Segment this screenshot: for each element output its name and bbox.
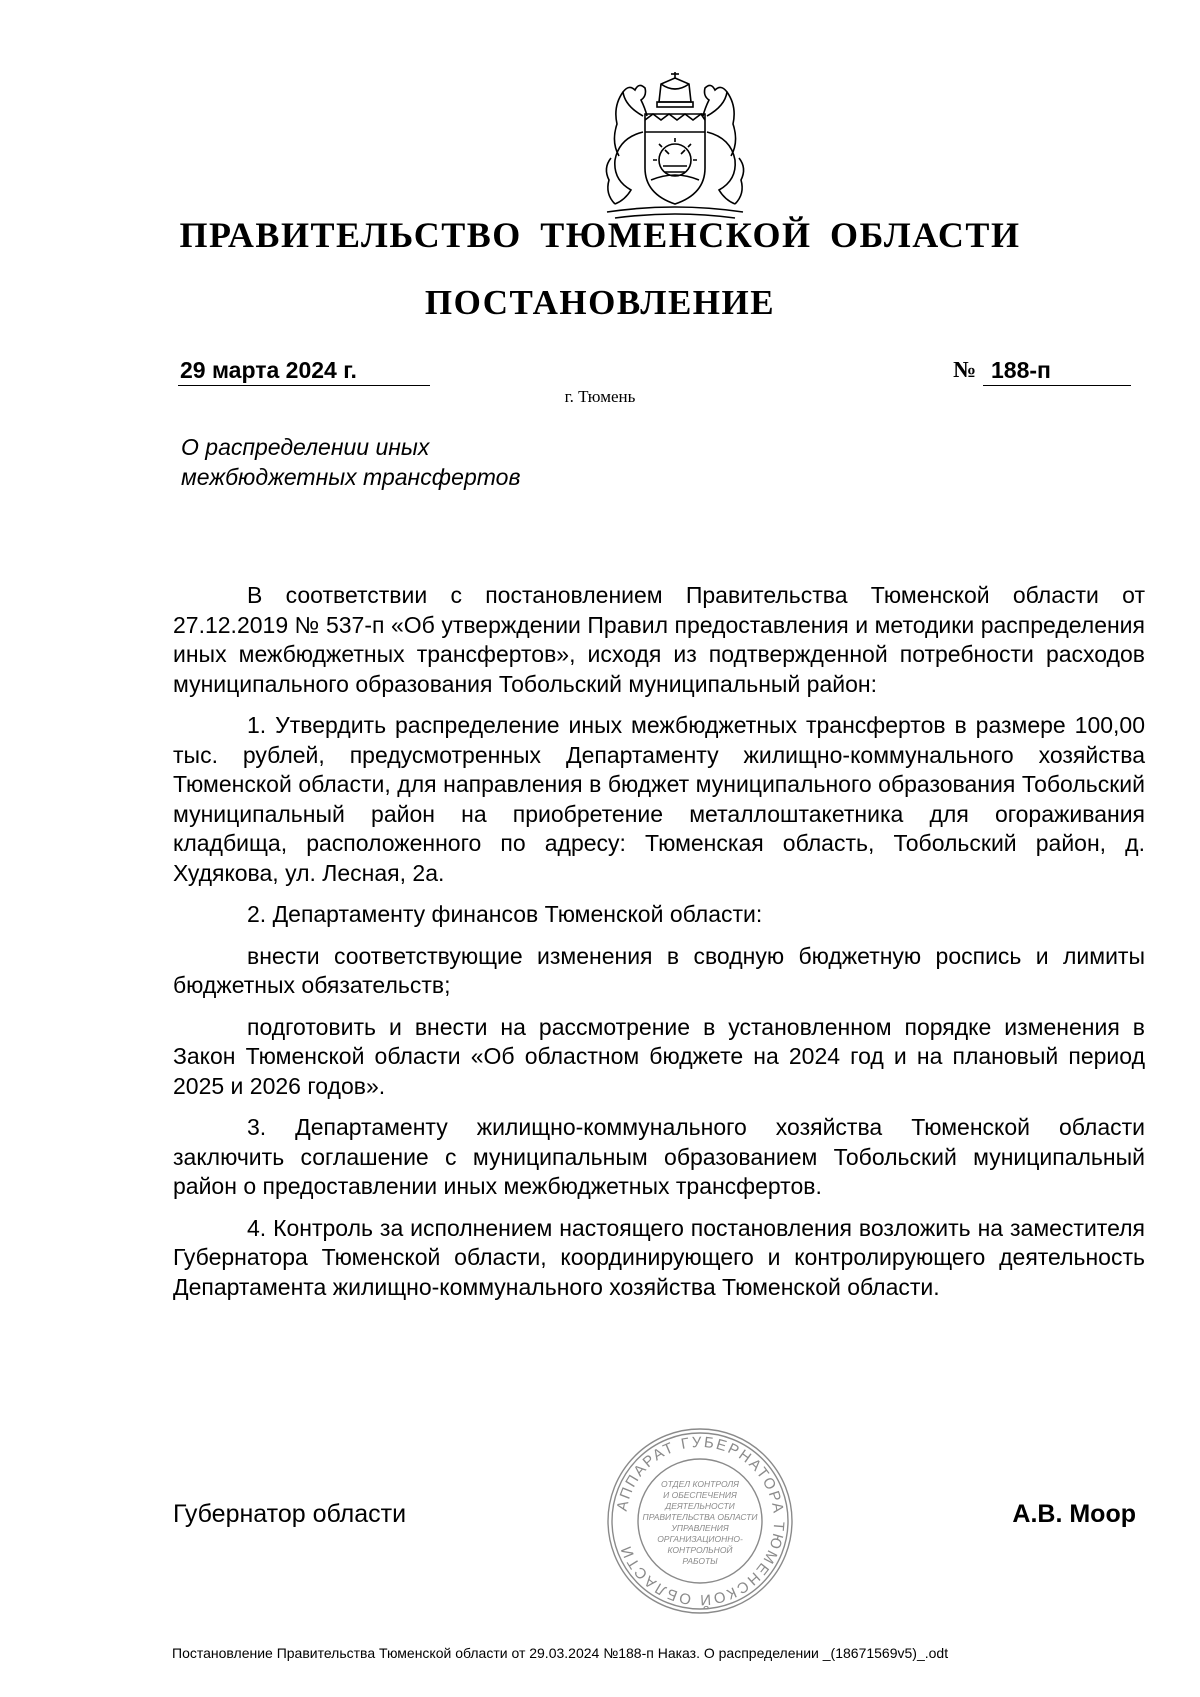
- document-footer: Постановление Правительства Тюменской области от 29.03.2024 №188-п Наказ. О распределении _(18671569v5)_.odt: [172, 1645, 949, 1661]
- number-field: [983, 357, 1131, 386]
- coat-of-arms-emblem: [585, 72, 765, 224]
- seal-center-line: ОРГАНИЗАЦИОННО-: [657, 1534, 743, 1544]
- document-type-heading: ПОСТАНОВЛЕНИЕ: [424, 283, 776, 322]
- document-body: [173, 581, 1145, 1314]
- body-paragraph: 3. Департаменту жилищно-коммунального хозяйства Тюменской области заключить соглашение с муниципальным образованием Тобольский муниципальный район о предоставлении иных межбюджетных трансфертов.: [173, 1114, 1145, 1199]
- date-field: [178, 357, 430, 386]
- seal-ring-text: АППАРАТ ГУБЕРНАТОРА ТЮМЕНСКОЙ ОБЛАСТИ: [613, 1433, 788, 1609]
- subject-line: О распределении иных: [181, 434, 430, 460]
- official-seal-stamp: [604, 1425, 796, 1617]
- seal-center-line: РАБОТЫ: [682, 1556, 718, 1566]
- body-paragraph: 2. Департаменту финансов Тюменской области:: [247, 901, 763, 927]
- body-paragraph: подготовить и внести на рассмотрение в установленном порядке изменения в Закон Тюменской области «Об областном бюджете на 2024 год и на плановый период 2025 и 2026 годов».: [173, 1013, 1145, 1099]
- seal-center-line: ОТДЕЛ КОНТРОЛЯ: [661, 1479, 739, 1489]
- seal-center-line: ПРАВИТЕЛЬСТВА ОБЛАСТИ: [642, 1512, 758, 1522]
- subject-line: межбюджетных трансфертов: [181, 464, 521, 490]
- body-paragraph: 4. Контроль за исполнением настоящего постановления возложить на заместителя Губернатора Тюменской области, координирующего и контролирующего деятельность Департамента жилищно-коммунального хозяйства Тюменской области.: [173, 1214, 1145, 1300]
- body-paragraph: 1. Утвердить распределение иных межбюджетных трансфертов в размере 100,00 тыс. рублей, предусмотренных Департаменту жилищно-коммунального хозяйства Тюменской области, для направления в бюджет муниципального образования Тобольский муниципальный район на приобретение металлоштакетника для огораживания кладбища, расположенного по адресу: Тюменская область, Тобольский район, д. Худякова, ул. Лесная, 2а.: [173, 712, 1145, 886]
- city-label: г. Тюмень: [564, 387, 636, 406]
- seal-center-line: УПРАВЛЕНИЯ: [671, 1523, 729, 1533]
- seal-center-line: ДЕЯТЕЛЬНОСТИ: [665, 1501, 735, 1511]
- body-paragraph: В соответствии с постановлением Правительства Тюменской области от 27.12.2019 № 537-п «Об утверждении Правил предоставления и методики распределения иных межбюджетных трансфертов», исходя из подтвержденной потребности расходов муниципального образования Тобольский муниципальный район:: [173, 582, 1145, 697]
- signatory-name: А.В. Моор: [1012, 1500, 1136, 1528]
- signatory-title: Губернатор области: [173, 1500, 407, 1528]
- document-number: 188-п: [991, 357, 1051, 383]
- body-paragraph: внести соответствующие изменения в сводную бюджетную роспись и лимиты бюджетных обязательств;: [173, 942, 1145, 998]
- number-sign: №: [953, 357, 977, 382]
- seal-center-line: И ОБЕСПЕЧЕНИЯ: [663, 1490, 737, 1500]
- government-title: ПРАВИТЕЛЬСТВО ТЮМЕНСКОЙ ОБЛАСТИ: [179, 215, 1021, 255]
- seal-center-line: КОНТРОЛЬНОЙ: [667, 1545, 733, 1555]
- document-subject: [181, 432, 601, 492]
- document-date: 29 марта 2024 г.: [180, 357, 357, 383]
